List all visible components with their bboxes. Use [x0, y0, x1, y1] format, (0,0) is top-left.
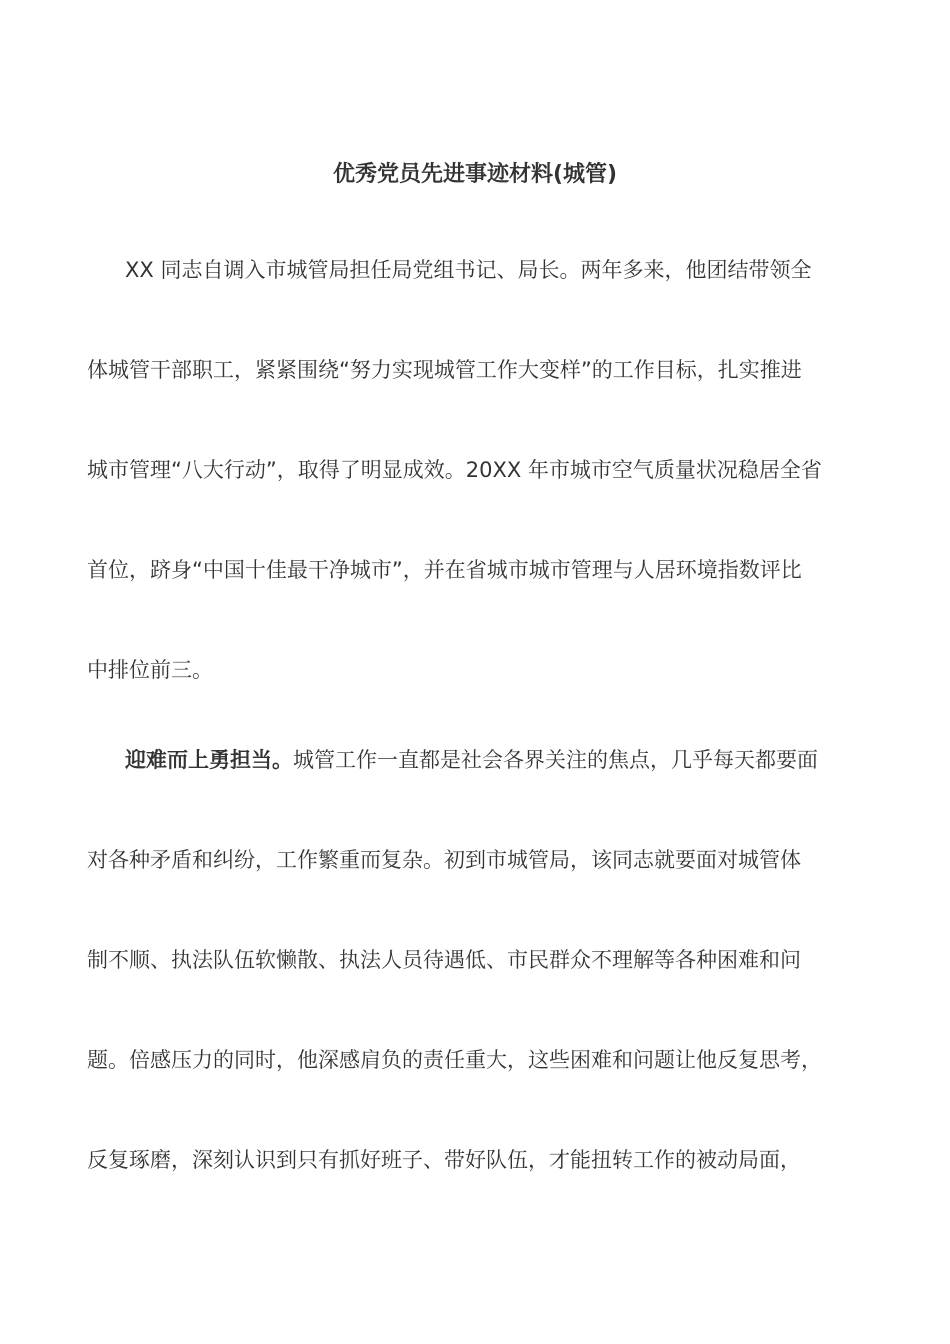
paragraph-2-line-5: 反复琢磨，深刻认识到只有抓好班子、带好队伍，才能扭转工作的被动局面， [87, 1148, 801, 1172]
paragraph-2-line-1 [125, 745, 925, 775]
paragraph-1-line-2: 体城管干部职工，紧紧围绕“努力实现城管工作大变样”的工作目标，扎实推进 [87, 358, 802, 382]
paragraph-1-line-4: 首位，跻身“中国十佳最干净城市”，并在省城市城市管理与人居环境指数评比 [87, 558, 802, 582]
paragraph-2-heading: 迎难而上勇担当。 [125, 748, 293, 772]
paragraph-2-line-2: 对各种矛盾和纠纷，工作繁重而复杂。初到市城管局，该同志就要面对城管体 [87, 848, 801, 872]
document-title: 优秀党员先进事迹材料(城管) [332, 162, 618, 187]
paragraph-2-line-4: 题。倍感压力的同时，他深感肩负的责任重大，这些困难和问题让他反复思考， [87, 1048, 822, 1072]
paragraph-2-line-3: 制不顺、执法队伍软懒散、执法人员待遇低、市民群众不理解等各种困难和问 [87, 948, 801, 972]
paragraph-1-line-5: 中排位前三。 [87, 658, 213, 682]
paragraph-1-line-3: 城市管理“八大行动”，取得了明显成效。20XX 年市城市空气质量状况稳居全省 [87, 458, 822, 482]
paragraph-1-line-1: XX 同志自调入市城管局担任局党组书记、局长。两年多来，他团结带领全 [125, 258, 812, 282]
paragraph-2-line-1-text: 城管工作一直都是社会各界关注的焦点，几乎每天都要面 [293, 748, 818, 772]
